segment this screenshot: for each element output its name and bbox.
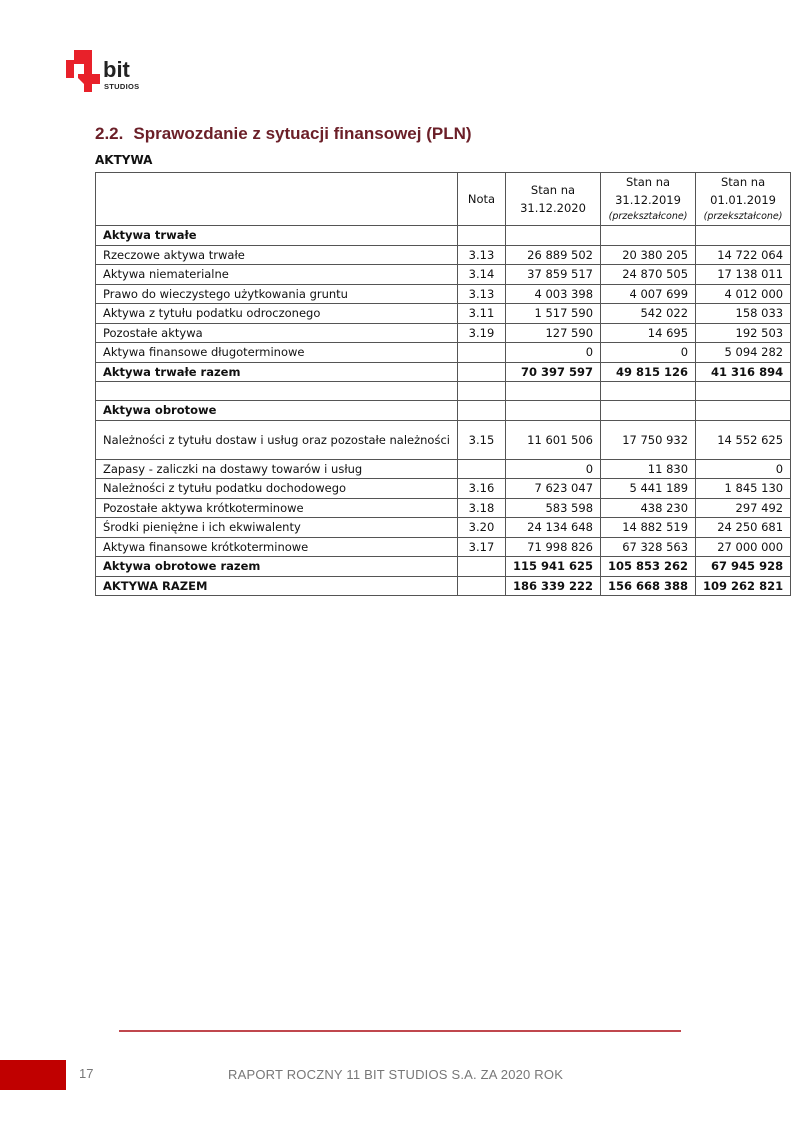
- row-label: Pozostałe aktywa: [96, 323, 458, 343]
- page-number: 17: [79, 1066, 94, 1081]
- row-label: Aktywa finansowe krótkoterminowe: [96, 537, 458, 557]
- table-row: [96, 420, 791, 459]
- value-2019: 20 380 205: [601, 245, 696, 265]
- row-label: AKTYWA RAZEM: [96, 576, 458, 596]
- value-2020: 186 339 222: [505, 576, 600, 596]
- table-row: [96, 537, 791, 557]
- value-2020: 26 889 502: [505, 245, 600, 265]
- header-2019b-note: (przekształcone): [703, 211, 783, 222]
- table-row: [96, 479, 791, 499]
- row-note: [457, 576, 505, 596]
- row-note: 3.14: [457, 265, 505, 285]
- section-heading: [95, 124, 472, 144]
- value-2020: 7 623 047: [505, 479, 600, 499]
- logo-subtext: STUDIOS: [104, 82, 140, 91]
- header-2019b-line1: Stan na: [720, 175, 766, 189]
- row-label: Środki pieniężne i ich ekwiwalenty: [96, 518, 458, 538]
- row-note: 3.16: [457, 479, 505, 499]
- row-label: Należności z tytułu podatku dochodowego: [96, 479, 458, 499]
- value-2019-opening: 14 722 064: [696, 245, 791, 265]
- table-row: [96, 284, 791, 304]
- value-2019-opening: 297 492: [696, 498, 791, 518]
- header-item: [96, 173, 458, 226]
- section-number: 2.2.: [95, 124, 124, 143]
- value-2019: 105 853 262: [601, 557, 696, 577]
- value-2020: 11 601 506: [505, 420, 600, 459]
- value-2020: [505, 401, 600, 421]
- row-label: Zapasy - zaliczki na dostawy towarów i usług: [96, 459, 458, 479]
- value-2020: 1 517 590: [505, 304, 600, 324]
- row-label: Rzeczowe aktywa trwałe: [96, 245, 458, 265]
- row-note: 3.19: [457, 323, 505, 343]
- row-note: 3.20: [457, 518, 505, 538]
- value-2019: [601, 382, 696, 401]
- value-2020: 4 003 398: [505, 284, 600, 304]
- row-label: [96, 382, 458, 401]
- header-2019-note: (przekształcone): [608, 211, 688, 222]
- row-note: [457, 382, 505, 401]
- table-row: [96, 265, 791, 285]
- table-row: [96, 382, 791, 401]
- table-row: [96, 557, 791, 577]
- value-2019: 24 870 505: [601, 265, 696, 285]
- value-2019-opening: 192 503: [696, 323, 791, 343]
- table-row: [96, 323, 791, 343]
- table-row: [96, 304, 791, 324]
- value-2020: [505, 382, 600, 401]
- value-2019-opening: [696, 382, 791, 401]
- table-row: [96, 518, 791, 538]
- value-2020: 0: [505, 343, 600, 363]
- header-2020: [505, 173, 600, 226]
- row-label: Aktywa obrotowe: [96, 401, 458, 421]
- value-2019-opening: 109 262 821: [696, 576, 791, 596]
- value-2019-opening: 0: [696, 459, 791, 479]
- value-2020: 127 590: [505, 323, 600, 343]
- header-2020-line2: 31.12.2020: [520, 201, 586, 215]
- value-2020: 583 598: [505, 498, 600, 518]
- value-2019-opening: 14 552 625: [696, 420, 791, 459]
- row-label: Prawo do wieczystego użytkowania gruntu: [96, 284, 458, 304]
- value-2019: 0: [601, 343, 696, 363]
- header-2019-opening: [696, 173, 791, 226]
- value-2019-opening: 158 033: [696, 304, 791, 324]
- value-2019: 67 328 563: [601, 537, 696, 557]
- value-2019: 49 815 126: [601, 362, 696, 382]
- value-2019-opening: 27 000 000: [696, 537, 791, 557]
- table-row: [96, 226, 791, 246]
- header-2019-line2: 31.12.2019: [615, 193, 681, 207]
- value-2019: 438 230: [601, 498, 696, 518]
- value-2020: 70 397 597: [505, 362, 600, 382]
- row-label: Aktywa finansowe długoterminowe: [96, 343, 458, 363]
- table-row: [96, 459, 791, 479]
- value-2019: 14 882 519: [601, 518, 696, 538]
- value-2020: 0: [505, 459, 600, 479]
- value-2020: 37 859 517: [505, 265, 600, 285]
- row-label: Aktywa niematerialne: [96, 265, 458, 285]
- footer-accent-block: [0, 1060, 66, 1090]
- value-2019: 11 830: [601, 459, 696, 479]
- value-2019: 5 441 189: [601, 479, 696, 499]
- row-label: Pozostałe aktywa krótkoterminowe: [96, 498, 458, 518]
- table-row: [96, 343, 791, 363]
- footer-title: RAPORT ROCZNY 11 BIT STUDIOS S.A. ZA 2020 ROK: [228, 1067, 564, 1082]
- row-note: 3.13: [457, 245, 505, 265]
- value-2020: 71 998 826: [505, 537, 600, 557]
- logo-text: bit: [103, 57, 130, 82]
- row-note: 3.15: [457, 420, 505, 459]
- value-2019-opening: 17 138 011: [696, 265, 791, 285]
- value-2019-opening: 4 012 000: [696, 284, 791, 304]
- row-note: [457, 401, 505, 421]
- value-2019-opening: [696, 401, 791, 421]
- row-note: 3.17: [457, 537, 505, 557]
- row-note: [457, 557, 505, 577]
- header-2019-line1: Stan na: [625, 175, 671, 189]
- row-note: 3.11: [457, 304, 505, 324]
- value-2019-opening: 67 945 928: [696, 557, 791, 577]
- logo-mark-icon: [66, 50, 106, 92]
- row-label: Aktywa trwałe razem: [96, 362, 458, 382]
- value-2019: [601, 226, 696, 246]
- value-2019-opening: 24 250 681: [696, 518, 791, 538]
- value-2020: [505, 226, 600, 246]
- row-note: 3.18: [457, 498, 505, 518]
- value-2019-opening: 1 845 130: [696, 479, 791, 499]
- row-label: Aktywa trwałe: [96, 226, 458, 246]
- value-2020: 115 941 625: [505, 557, 600, 577]
- table-row: [96, 498, 791, 518]
- value-2019-opening: [696, 226, 791, 246]
- table-row: [96, 362, 791, 382]
- row-note: [457, 343, 505, 363]
- row-label: Aktywa z tytułu podatku odroczonego: [96, 304, 458, 324]
- value-2019-opening: 5 094 282: [696, 343, 791, 363]
- value-2019: 14 695: [601, 323, 696, 343]
- value-2019: 4 007 699: [601, 284, 696, 304]
- value-2019: 542 022: [601, 304, 696, 324]
- assets-table: [95, 172, 791, 596]
- table-caption: AKTYWA: [95, 153, 153, 167]
- header-2020-line1: Stan na: [530, 183, 576, 197]
- footer-divider: [119, 1030, 681, 1032]
- row-note: [457, 226, 505, 246]
- row-note: [457, 362, 505, 382]
- row-note: [457, 459, 505, 479]
- header-2019b-line2: 01.01.2019: [710, 193, 776, 207]
- value-2020: 24 134 648: [505, 518, 600, 538]
- table-row: [96, 245, 791, 265]
- table-row: [96, 576, 791, 596]
- row-label: Aktywa obrotowe razem: [96, 557, 458, 577]
- row-label: Należności z tytułu dostaw i usług oraz pozostałe należności: [96, 420, 458, 459]
- section-title: Sprawozdanie z sytuacji finansowej (PLN): [133, 124, 472, 143]
- table-row: [96, 401, 791, 421]
- value-2019: [601, 401, 696, 421]
- table-header-row: [96, 173, 791, 226]
- value-2019: 156 668 388: [601, 576, 696, 596]
- header-nota: Nota: [457, 173, 505, 226]
- header-2019: [601, 173, 696, 226]
- value-2019-opening: 41 316 894: [696, 362, 791, 382]
- value-2019: 17 750 932: [601, 420, 696, 459]
- row-note: 3.13: [457, 284, 505, 304]
